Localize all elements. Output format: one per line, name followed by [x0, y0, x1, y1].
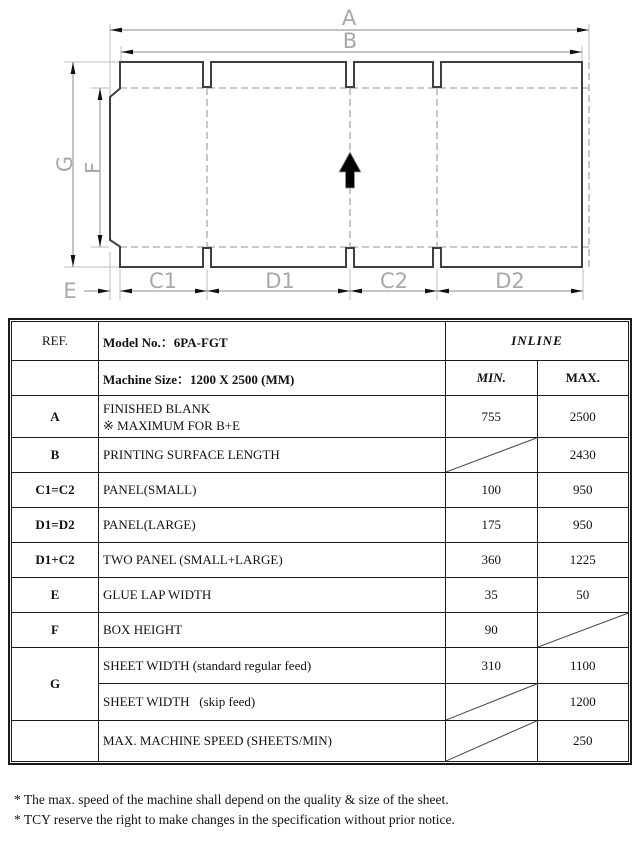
header-machine-size: Machine Size：1200 X 2500 (MM) — [99, 361, 446, 396]
box-blank-diagram — [0, 0, 638, 312]
max-cell: 1200 — [537, 684, 629, 721]
min-cell: 175 — [446, 508, 538, 543]
min-cell: 100 — [446, 473, 538, 508]
extension-lines — [64, 24, 589, 300]
spec-table — [11, 321, 629, 762]
footnotes — [14, 790, 455, 830]
dimension-lines — [73, 30, 589, 291]
table-row — [12, 721, 629, 762]
min-cell: 310 — [446, 648, 538, 684]
header-inline: INLINE — [446, 322, 629, 361]
ref-cell: F — [12, 613, 99, 648]
table-row — [12, 361, 629, 396]
footnote-rights: * TCY reserve the right to make changes in the specification without prior notice. — [14, 812, 455, 827]
footnote-speed: * The max. speed of the machine shall depend on the quality & size of the sheet. — [14, 792, 449, 807]
desc-cell: BOX HEIGHT — [99, 613, 446, 648]
dim-label-g: G — [53, 155, 77, 173]
desc-cell: PRINTING SURFACE LENGTH — [99, 438, 446, 473]
header-model-no: Model No.：6PA-FGT — [99, 322, 446, 361]
table-row — [12, 508, 629, 543]
table-row — [12, 684, 629, 721]
max-cell: 50 — [537, 578, 629, 613]
table-row — [12, 322, 629, 361]
header-max: MAX. — [537, 361, 629, 396]
diagonal-slash — [538, 613, 629, 647]
spec-table-border — [8, 318, 632, 765]
max-cell-slash — [537, 613, 629, 648]
ref-cell: D1+C2 — [12, 543, 99, 578]
desc-cell: SHEET WIDTH (skip feed) — [99, 684, 446, 721]
table-row — [12, 473, 629, 508]
header-min: MIN. — [446, 361, 538, 396]
ref-cell: C1=C2 — [12, 473, 99, 508]
table-row — [12, 438, 629, 473]
min-cell-slash — [446, 684, 538, 721]
ref-cell-empty — [12, 721, 99, 762]
dimension-arrowheads — [71, 28, 589, 294]
desc-cell: PANEL(LARGE) — [99, 508, 446, 543]
max-cell: 950 — [537, 508, 629, 543]
table-row — [12, 648, 629, 684]
desc-cell: TWO PANEL (SMALL+LARGE) — [99, 543, 446, 578]
dim-label-d1: D1 — [265, 269, 295, 293]
dim-label-e: E — [63, 279, 77, 303]
min-cell-slash — [446, 721, 538, 762]
desc-note: ※ MAXIMUM FOR B+E — [103, 417, 241, 433]
ref-cell: E — [12, 578, 99, 613]
ref-cell: G — [12, 648, 99, 721]
ref-cell: D1=D2 — [12, 508, 99, 543]
desc-line: FINISHED BLANK — [103, 400, 211, 416]
header-ref-empty — [12, 361, 99, 396]
dim-label-a: A — [341, 6, 357, 30]
min-cell: 90 — [446, 613, 538, 648]
table-row — [12, 543, 629, 578]
max-cell: 2500 — [537, 396, 629, 438]
diagonal-slash — [446, 684, 537, 720]
diagonal-slash — [446, 438, 537, 472]
max-cell: 1225 — [537, 543, 629, 578]
min-cell: 755 — [446, 396, 538, 438]
min-cell: 360 — [446, 543, 538, 578]
dim-label-f: F — [81, 161, 106, 175]
desc-cell: SHEET WIDTH (standard regular feed) — [99, 648, 446, 684]
diagonal-slash — [446, 721, 537, 761]
max-cell: 250 — [537, 721, 629, 762]
max-cell: 1100 — [537, 648, 629, 684]
table-row — [12, 396, 629, 438]
desc-cell: PANEL(SMALL) — [99, 473, 446, 508]
min-cell: 35 — [446, 578, 538, 613]
dim-label-d2: D2 — [495, 269, 525, 293]
desc-cell — [99, 396, 446, 438]
table-row — [12, 613, 629, 648]
feed-direction-arrow-icon — [339, 152, 361, 188]
table-row — [12, 578, 629, 613]
dim-label-b: B — [342, 29, 358, 53]
desc-cell: MAX. MACHINE SPEED (SHEETS/MIN) — [99, 721, 446, 762]
min-cell-slash — [446, 438, 538, 473]
ref-cell: A — [12, 396, 99, 438]
desc-cell: GLUE LAP WIDTH — [99, 578, 446, 613]
header-ref: REF. — [12, 322, 99, 361]
max-cell: 2430 — [537, 438, 629, 473]
dim-label-c2: C2 — [379, 269, 409, 293]
max-cell: 950 — [537, 473, 629, 508]
ref-cell: B — [12, 438, 99, 473]
dim-label-c1: C1 — [148, 269, 178, 293]
